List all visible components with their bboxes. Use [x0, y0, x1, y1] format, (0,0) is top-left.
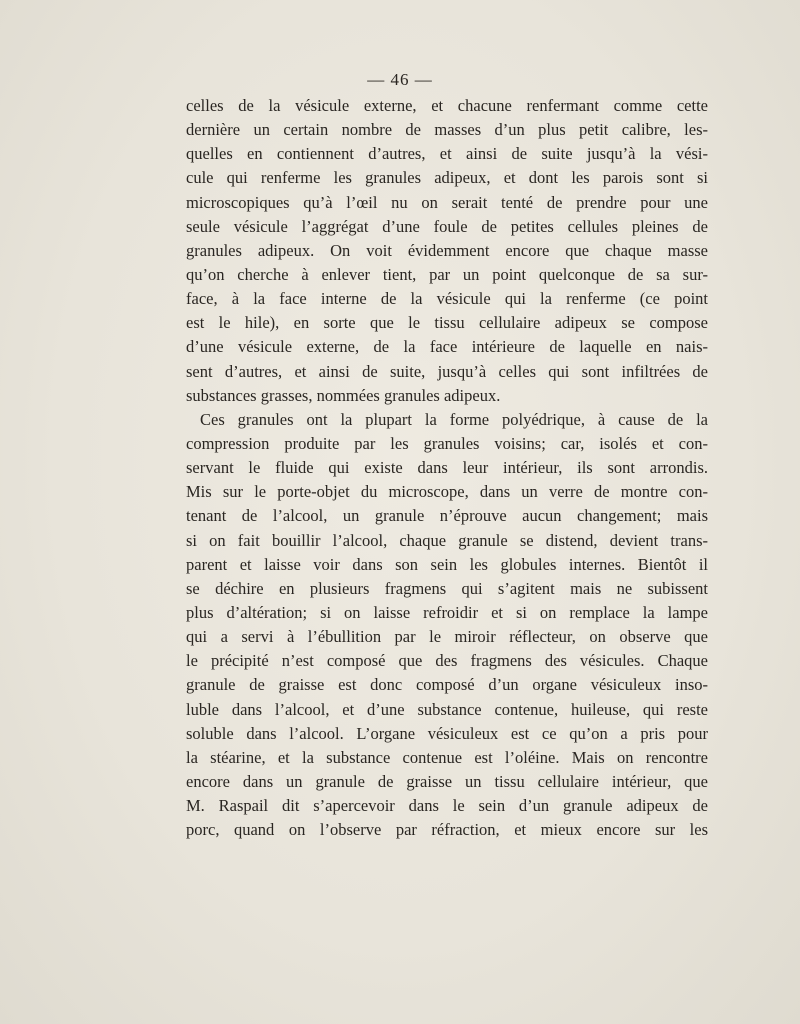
- text-line: qui a servi à l’ébullition par le miroir réflecteur, on observe que: [186, 627, 708, 647]
- text-line: qu’on cherche à enlever tient, par un point quelconque de sa sur-: [186, 264, 708, 284]
- body-text: [186, 94, 708, 842]
- text-line: plus d’altération; si on laisse refroidir et si on remplace la lampe: [186, 602, 708, 622]
- text-line: Ces granules ont la plupart la forme polyédrique, à cause de la: [200, 409, 708, 429]
- text-line: substances grasses, nommées granules adipeux.: [186, 385, 501, 405]
- text-line: quelles en contiennent d’autres, et ainsi de suite jusqu’à la vési-: [186, 144, 708, 164]
- paragraph: [186, 94, 708, 408]
- text-line: parent et laisse voir dans son sein les globules internes. Bientôt il: [186, 554, 708, 574]
- text-line: Mis sur le porte-objet du microscope, dans un verre de montre con-: [186, 482, 708, 502]
- text-line: se déchire en plusieurs fragmens qui s’agitent mais ne subissent: [186, 578, 708, 598]
- text-line: granule de graisse est donc composé d’un organe vésiculeux inso-: [186, 675, 708, 695]
- text-line: cule qui renferme les granules adipeux, et dont les parois sont si: [186, 168, 708, 188]
- text-line: sent d’autres, et ainsi de suite, jusqu’à celles qui sont infiltrées de: [186, 361, 708, 381]
- text-line: servant le fluide qui existe dans leur intérieur, ils sont arrondis.: [186, 458, 708, 478]
- text-line: encore dans un granule de graisse un tissu cellulaire intérieur, que: [186, 771, 708, 791]
- page-number: — 46 —: [367, 70, 433, 89]
- text-line: d’une vésicule externe, de la face intérieure de laquelle en nais-: [186, 337, 708, 357]
- text-line: tenant de l’alcool, un granule n’éprouve aucun changement; mais: [186, 506, 708, 526]
- text-line: si on fait bouillir l’alcool, chaque granule se distend, devient trans-: [186, 530, 708, 550]
- text-line: compression produite par les granules voisins; car, isolés et con-: [186, 433, 708, 453]
- text-line: est le hile), en sorte que le tissu cellulaire adipeux se compose: [186, 313, 708, 333]
- text-line: face, à la face interne de la vésicule qui la renferme (ce point: [186, 289, 708, 309]
- text-line: dernière un certain nombre de masses d’un plus petit calibre, les-: [186, 120, 708, 140]
- text-line: le précipité n’est composé que des fragmens des vésicules. Chaque: [186, 651, 708, 671]
- text-line: seule vésicule l’aggrégat d’une foule de petites cellules pleines de: [186, 216, 708, 236]
- text-line: microscopiques qu’à l’œil nu on serait tenté de prendre pour une: [186, 192, 708, 212]
- text-line: la stéarine, et la substance contenue est l’oléine. Mais on rencontre: [186, 747, 708, 767]
- paragraph: [186, 408, 708, 843]
- text-line: soluble dans l’alcool. L’organe vésiculeux est ce qu’on a pris pour: [186, 723, 708, 743]
- text-line: granules adipeux. On voit évidemment encore que chaque masse: [186, 240, 708, 260]
- text-line: porc, quand on l’observe par réfraction, et mieux encore sur les: [186, 820, 708, 840]
- text-line: celles de la vésicule externe, et chacune renfermant comme cette: [186, 96, 708, 115]
- text-line: M. Raspail dit s’apercevoir dans le sein d’un granule adipeux de: [186, 796, 708, 816]
- text-line: luble dans l’alcool, et d’une substance contenue, huileuse, qui reste: [186, 699, 708, 719]
